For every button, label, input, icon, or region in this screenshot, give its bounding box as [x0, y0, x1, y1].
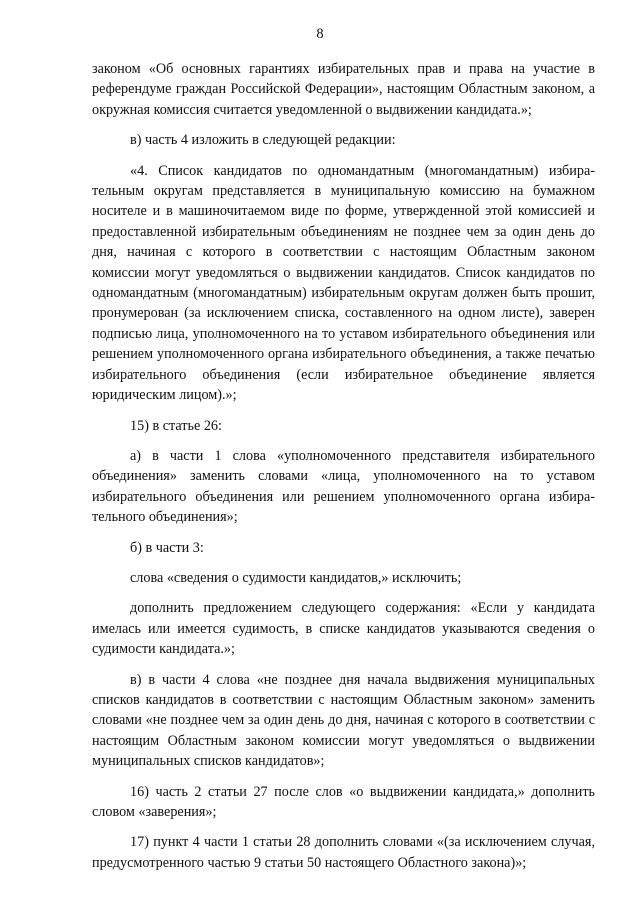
document-body	[92, 59, 595, 883]
paragraph-add-sentence: дополнить предложением следующего содержания: «Если у кандидата имелась или имеется судимость, в списке кандидатов указываются сведения о судимости кандидата.»;	[92, 600, 595, 658]
paragraph-item-16: 16) часть 2 статьи 27 после слов «о выдвижении кандидата,» дополнить словом «заверения»;	[92, 783, 595, 820]
paragraph-item-15-b: б) в части 3:	[130, 539, 204, 556]
paragraph-item-15-v: в) в части 4 слова «не позднее дня начала выдвижения муниципальных списков кандидатов в соответствии с настоящим Областным законом» заменить словами «не позднее чем за один день до дня, начиная с которого в соответствии с настоящим Областным законом комиссии могут уведомляться о выдвижении муниципальных списков кандидатов»;	[92, 671, 595, 770]
paragraph-candidate-list-text: «4. Список кандидатов по одномандатным (многомандатным) избирательным округам представляется в муниципальную комиссию на бумажном носителе и в машиночитаемом виде по форме, утвержденной этой комиссией и предоставленной избирательным объединениям не позднее чем за один день до дня, начиная с которого в соответствии с настоящим Областным законом комиссии могут уведомляться о выдвижении кандидатов. Список кандидатов по одномандатным (многомандатным) избирательным округам должен быть прошит, пронумерован (за исключением списка, составленного на одном листе), заверен подписью лица, уполномоченного на то уставом избирательного объединения или решением уполномоченного органа избирательного объединения, а также печатью избирательного объединения (если избирательное объединение является юридическим лицом).»;	[92, 162, 595, 404]
paragraph-continuation: законом «Об основных гарантиях избирательных прав и права на участие в референдуме граждан Российской Федерации», настоящим Областным законом, а окружная комиссия считается уведомленной о выдвижении кандидата.»;	[92, 61, 595, 118]
paragraph-exclude-words: слова «сведения о судимости кандидатов,» исключить;	[130, 569, 462, 586]
paragraph-item-15: 15) в статье 26:	[130, 417, 222, 434]
paragraph-item-17: 17) пункт 4 части 1 статьи 28 дополнить словами «(за исключением случая, предусмотренного частью 9 статьи 50 настоящего Областного закона)»;	[92, 834, 595, 871]
paragraph-item-15-a: а) в части 1 слова «уполномоченного представителя избирательного объединения» заменить словами «лица, уполномоченного на то уставом избирательного объединения или решением уполномоченного органа избирательного объединения»;	[92, 447, 595, 526]
paragraph-amendment-part-4: в) часть 4 изложить в следующей редакции:	[130, 132, 396, 149]
page-number: 8	[316, 26, 324, 42]
